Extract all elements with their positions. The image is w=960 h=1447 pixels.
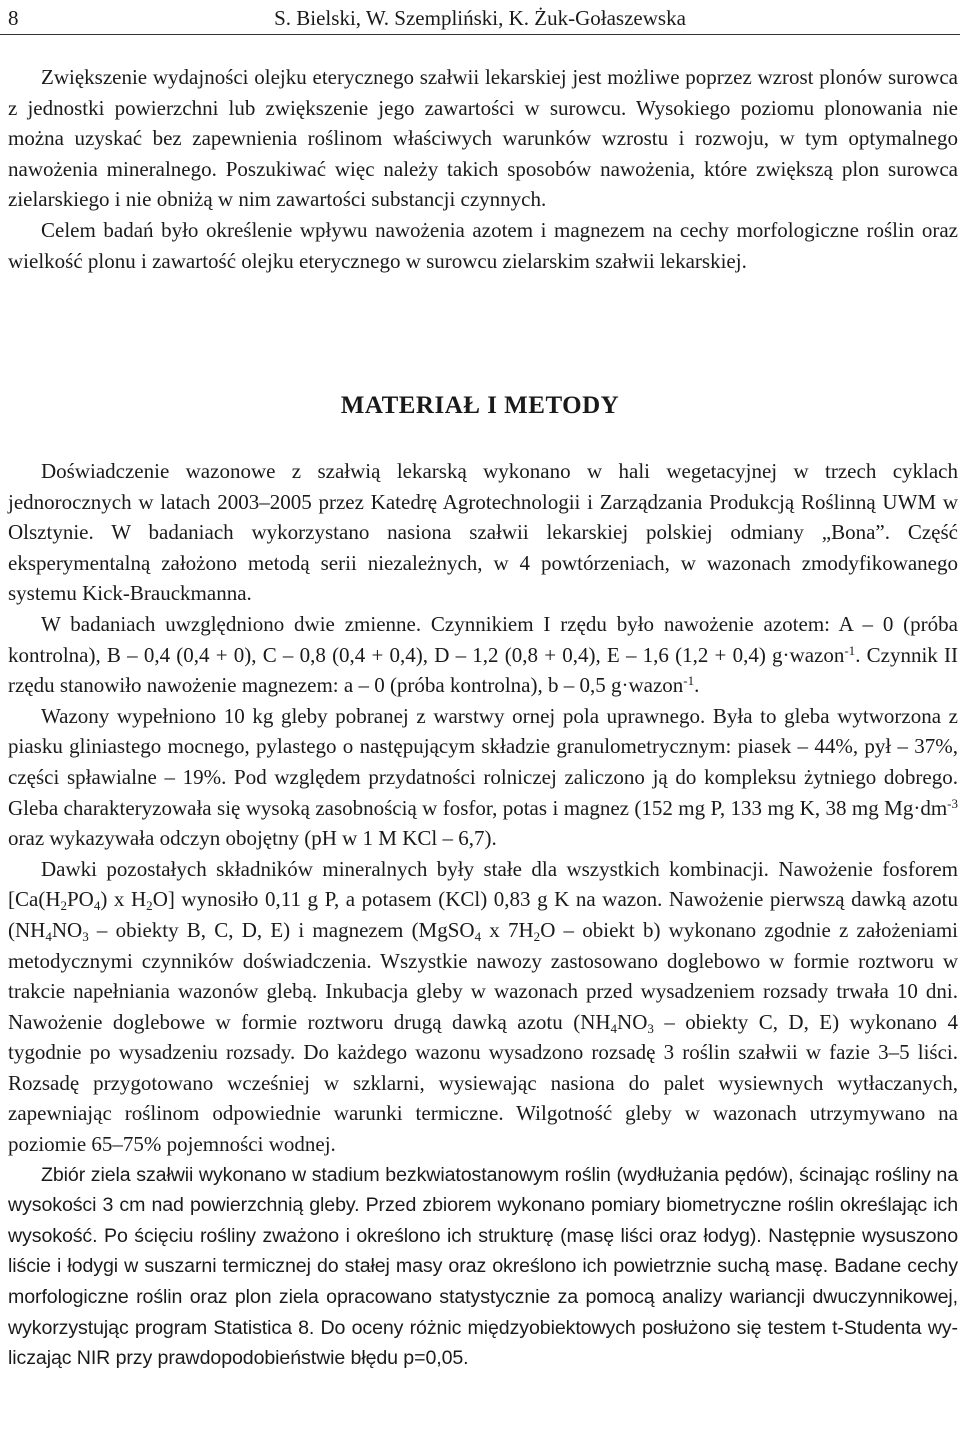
methods-p4-text: x 7H [481, 917, 534, 942]
methods-p4-text: – obiekty B, C, D, E) i magnezem (MgSO [88, 917, 475, 942]
methods-p4-text: – obiekty C, D, E) wykonano 4 tygodnie po wysadzeniu rozsady. Do każdego wazonu wysadzono rozsadę 3 roślin szałwii w fazie 3–5 liści. Rozsadę przygotowano wcześniej w szklarni, wysiewając nasiona do palet wysiewnych wytłaczanych, zapewniając roślinom odpowiednie warunki termiczne. Wilgotność gleby w wazonach utrzymywano na poziomie 65–75% pojemności wodnej. [8, 1009, 958, 1157]
methods-p2-text-b: . Czynnik II rzędu stanowiło nawożenie magnezem: a – 0 (próba kontrolna), b – 0,5 g·wazon [8, 642, 958, 698]
methods-p4-subscript: 3 [647, 1020, 654, 1036]
methods-p2-text-c: . [694, 673, 700, 698]
intro-paragraph-2: Celem badań było określenie wpływu nawożenia azotem i magnezem na cechy morfologiczne roślin oraz wielkość plonu i zawartość olejku eterycznego w surowcu zielarskim szałwii lekarskiej. [8, 217, 958, 273]
methods-p4-subscript: 3 [82, 928, 89, 944]
methods-p4-text: O] wynosiło 0,11 g P, a potasem (KCl) 0,83 g K na wazon. Nawożenie pierwszą dawką azotu (NH [8, 887, 958, 942]
methods-p4-subscript: 2 [60, 898, 67, 914]
methods-paragraph-1: Doświadczenie wazonowe z szałwią lekarską wykonano w hali wegetacyjnej w trzech cyklach jednorocznych w latach 2003–2005 przez Katedrę Agrotechnologii i Zarządzania Produkcją Roślinną UWM w Olsztynie. W badaniach wykorzystano nasiona szałwii lekarskiej polskiej odmiany „Bona”. Część eksperymentalną założono metodą serii niezależnych, w 4 powtórzeniach, w wazonach zmodyfikowanego systemu Kick-Brauckmanna. [8, 459, 958, 606]
methods-p4-subscript: 4 [93, 898, 101, 914]
running-head-authors: S. Bielski, W. Szempliński, K. Żuk-Gołaszewska [274, 6, 686, 30]
methods-paragraph-2 [8, 609, 958, 701]
methods-p4-text: NO [617, 1009, 648, 1034]
methods-p4-text: ) x H [100, 887, 147, 912]
methods-p4-text: NO [51, 917, 83, 942]
methods-p4-subscript: 2 [533, 928, 541, 944]
intro-paragraph-1: Zwiększenie wydajności olejku eterycznego szałwii lekarskiej jest możliwe poprzez wzrost plonów surowca z jednostki powierzchni lub zwiększenie jego zawartości w surowcu. Wysokiego poziomu plonowania nie można uzyskać bez zapewnienia roślinom właściwych warunków wzrostu i rozwoju, w tym optymalnego nawożenia mineralnego. Poszukiwać więc należy takich sposobów nawożenia, które zwiększą plon surowca zielarskiego i nie obniżą w nim zawartości substancji czynnych. [8, 65, 958, 212]
methods-p2-text-a: W badaniach uwzględniono dwie zmienne. Czynnikiem I rzędu było nawożenie azotem: A – 0 (próba kontrolna), B – 0,4 (0,4 + 0), C – 0,8 (0,4 + 0,4), D – 1,2 (0,8 + 0,4), E – 1,6 (1,2 + 0,4) g·wazon [8, 611, 958, 667]
methods-p4-subscript: 4 [45, 928, 52, 944]
methods-p4-subscript: 4 [610, 1020, 618, 1036]
section-heading: MATERIAŁ I METODY [340, 392, 620, 419]
methods-p4-subscript: 2 [146, 898, 153, 914]
methods-paragraph-3 [8, 701, 958, 854]
methods-paragraph-4 [8, 854, 958, 1160]
methods-p4-text: PO [67, 887, 94, 912]
methods-p3-text-b: oraz wykazywała odczyn obojętny (pH w 1 M KCl – 6,7). [8, 826, 497, 851]
methods-p4-subscript: 4 [474, 928, 482, 944]
methods-p4-text: O – obiekt b) wykonano zgodnie z założeniami metodycznymi czynników doświadczenia. Wszystkie nawozy zastosowano doglebowo w formie roztworu w trakcie napełniania wazonów glebą. Inkubacja gleby w wazonach przed wysadzeniem rozsady trwała 10 dni. Nawożenie doglebowe w formie roztworu drugą dawką azotu (NH [8, 917, 958, 1034]
page-number: 8 [8, 6, 19, 30]
methods-p4-text: Dawki pozostałych składników mineralnych były stałe dla wszystkich kombinacji. Nawożenie fosforem [Ca(H [8, 856, 958, 912]
page-header [0, 0, 960, 35]
methods-p3-text-a: Wazony wypełniono 10 kg gleby pobranej z warstwy ornej pola uprawnego. Była to gleba wytworzona z piasku gliniastego mocnego, pylastego o następującym składzie granulometrycznym: piasek – 44%, pył – 37%, części spławialne – 19%. Pod względem przydatności rolniczej zaliczono ją do kompleksu żytniego dobrego. Gleba charakteryzowała się wysoką zasobnością w fosfor, potas i magnez (152 mg P, 133 mg K, 38 mg Mg·dm [8, 703, 958, 820]
introduction-section [8, 62, 958, 276]
methods-section [8, 456, 958, 1374]
methods-p2-superscript-2: -1 [683, 673, 695, 688]
methods-p3-superscript: -3 [947, 795, 958, 811]
methods-paragraph-5: Zbiór ziela szałwii wykonano w stadium bezkwiatostanowym roślin (wydłużania pędów), ścinając rośliny na wysokości 3 cm nad powierzchnią gleby. Przed zbiorem wykonano pomiary biometryczne roślin określając ich wysokość. Po ścięciu rośliny zważono i określono ich strukturę (masę liści oraz łodyg). Następnie wysuszono liście i łodygi w suszarni termicznej do stałej masy oraz określono ich powietrznie suchą masę. Badane cechy morfologiczne roślin oraz plon ziela opracowano statystycznie za pomocą analizy wariancji dwuczynnikowej, wykorzystując program Statistica 8. Do oceny różnic międzyobiektowych posłużono się testem t-Studenta wyliczając NIR przy prawdopodobieństwie błędu p=0,05. [8, 1163, 958, 1370]
methods-p2-superscript-1: -1 [844, 642, 856, 658]
